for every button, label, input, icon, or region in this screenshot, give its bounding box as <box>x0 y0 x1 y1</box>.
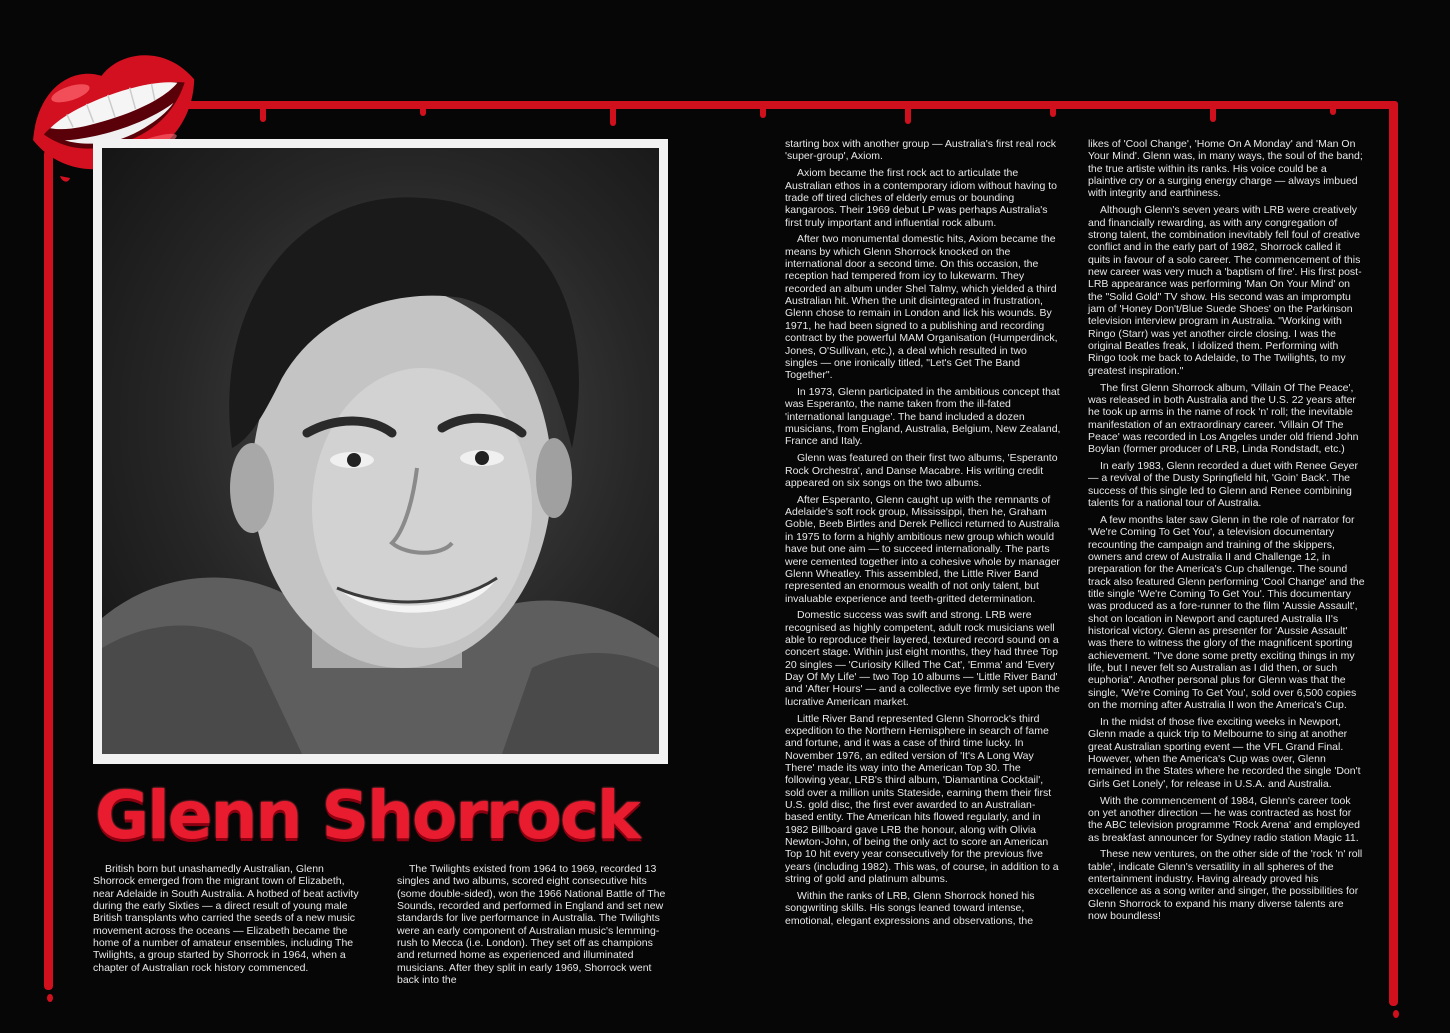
article-column-3 <box>785 138 1062 931</box>
red-frame-right <box>1389 101 1398 1006</box>
paragraph: British born but unashamedly Australian, Glenn Shorrock emerged from the migrant town of Elizabeth, near Adelaide in South Australia. A hotbed of beat activity during the early Sixties — a direct result of young male British transplants who carried the seeds of a new music movement across the oceans — Elizabeth became the home of a number of amateur ensembles, including The Twilights, a group started by Shorrock in 1964, when a chapter of Australian rock history commenced. <box>93 863 359 974</box>
paragraph: After two monumental domestic hits, Axiom became the means by which Glenn Shorrock knocked on the international door a second time. On this occasion, the reception had tempered from icy to lukewarm. They recorded an album under Shel Talmy, which yielded a third Australian hit. When the unit disintegrated in frustration, Glenn chose to remain in London and lick his wounds. By 1971, he had been signed to a publishing and recording contract by the powerful MAM Organisation (Humperdinck, Jones, O'Sullivan, etc.), a deal which resulted in two singles — one ironically titled, "Let's Get The Band Together". <box>785 233 1058 382</box>
red-drip <box>610 104 616 126</box>
paragraph: In the midst of those five exciting weeks in Newport, Glenn made a quick trip to Melbourne to sing at another great Australian sporting event — the VFL Grand Final. However, when the America's Cup was over, Glenn remained in the States where he recorded the single 'Don't Girls Get Lonely', for release in U.S.A. and Australia. <box>1088 715 1361 790</box>
paragraph: The Twilights existed from 1964 to 1969, recorded 13 singles and two albums, scored eight consecutive hits (some double-sided), won the 1966 National Battle of The Sounds, recorded and performed in England and set new standards for live performance in Australia. The Twilights were an early component of Australian music's lemming-rush to Mecca (i.e. London). They set off as champions and returned home as experienced and illuminated musicians. After they split in early 1969, Shorrock went back into the <box>397 863 666 987</box>
paragraph: starting box with another group — Australia's first real rock 'super-group', Axiom. <box>785 138 1057 163</box>
paragraph: A few months later saw Glenn in the role of narrator for 'We're Coming To Get You', a television documentary recounting the campaign and training of the skippers, owners and crew of Australia II and Challenge 12, in preparation for the America's Cup challenge. The sound track also featured Glenn performing 'Cool Change' and the title single 'We're Coming To Get You'. This documentary was produced as a fore-runner to the film 'Aussie Assault', shot on location in Newport and captured Australia II's historical victory. Glenn as presenter for 'Aussie Assault' was there to witness the glory of the magnificent sporting achievement. "I've done some pretty exciting things in my life, but I never felt so Australian as I did then, or such euphoria". Another personal plus for Glenn was that the single, 'We're Coming To Get You', sold over 6,500 copies on the morning after Australia II won the America's Cup. <box>1088 513 1365 712</box>
red-drip <box>905 104 911 124</box>
paragraph: Little River Band represented Glenn Shorrock's third expedition to the Northern Hemisphere in search of fame and fortune, and it was a case of third time lucky. In November 1976, an edited version of 'It's A Long Way There' made its way into the American Top 30. The following year, LRB's third album, 'Diamantina Cocktail', sold over a million units Stateside, earning them their first U.S. gold disc, the first ever awarded to an Australian-based entity. The American hits flowed regularly, and in 1982 Billboard gave LRB the honour, along with Olivia Newton-John, of being the only act to score an American Top 10 hit every year consecutively for the previous five years (including 1982). This was, of course, in addition to a string of gold and platinum albums. <box>785 712 1059 886</box>
red-drip <box>1050 104 1056 117</box>
paragraph: Domestic success was swift and strong. LRB were recognised as highly competent, adult rock musicians well able to reproduce their layered, textured record sound on a concert stage. Within just eight months, they had three Top 20 singles — 'Curiosity Killed The Cat', 'Emma' and 'Every Day Of My Life' — two Top 10 albums — 'Little River Band' and 'After Hours' — and a collective eye firmly set upon the lucrative American market. <box>785 609 1060 708</box>
photo-frame <box>93 139 668 764</box>
red-drip <box>1210 104 1216 122</box>
article-column-4 <box>1088 138 1365 927</box>
red-drip <box>47 994 53 1002</box>
portrait-photo <box>102 148 659 754</box>
red-frame-left <box>44 150 53 990</box>
red-drip <box>1393 1010 1399 1018</box>
paragraph: In 1973, Glenn participated in the ambitious concept that was Esperanto, the name taken from the ill-fated 'international language'. The band included a dozen musicians, from England, Australia, Belgium, New Zealand, France and Italy. <box>785 386 1061 448</box>
red-drip <box>760 104 766 118</box>
article-column-1 <box>93 863 368 979</box>
paragraph: With the commencement of 1984, Glenn's career took on yet another direction — he was contracted as host for the ABC television programme 'Rock Arena' and employed as breakfast announcer for Sydney radio station Magic 11. <box>1088 794 1360 844</box>
paragraph: After Esperanto, Glenn caught up with the remnants of Adelaide's soft rock group, Mississippi, then he, Graham Goble, Beeb Birtles and Derek Pellicci returned to Australia in 1975 to form a highly ambitious new group which would have but one aim — to succeed internationally. The parts were cemented together into a cohesive whole by manager Glenn Wheatley. This assembled, the Little River Band represented an enormous wealth of not only talent, but invaluable experience and teeth-gritted determination. <box>785 493 1060 605</box>
paragraph: The first Glenn Shorrock album, 'Villain Of The Peace', was released in both Australia and the U.S. 22 years after he took up arms in the name of rock 'n' roll; the inevitable manifestation of an extraordinary career. 'Villain Of The Peace' was recorded in Los Angeles under old friend John Boylan (former producer of LRB, Linda Rondstadt, etc.) <box>1088 381 1359 456</box>
paragraph: Glenn was featured on their first two albums, 'Esperanto Rock Orchestra', and Danse Macabre. His writing credit appeared on six songs on the two albums. <box>785 452 1058 489</box>
red-drip <box>420 104 426 116</box>
paragraph: likes of 'Cool Change', 'Home On A Monday' and 'Man On Your Mind'. Glenn was, in many ways, the soul of the band; the true artiste within its ranks. His voice could be a plaintive cry or a surging energy charge — always imbued with integrity and earthiness. <box>1088 138 1363 200</box>
paragraph: Within the ranks of LRB, Glenn Shorrock honed his songwriting skills. His songs leaned toward intense, emotional, elegant expressions and observations, the <box>785 889 1035 927</box>
page-title: Glenn Shorrock <box>95 777 639 854</box>
paragraph: Axiom became the first rock act to articulate the Australian ethos in a contemporary idiom without having to trade off tired cliches of elderly emus or bounding kangaroos. Their 1969 debut LP was perhaps Australia's first truly important and influential rock album. <box>785 167 1057 229</box>
paragraph: Although Glenn's seven years with LRB were creatively and financially rewarding, as with any congregation of strong talent, the combination inevitably fell foul of creative conflict and in the early part of 1982, Shorrock called it quits in favour of a solo career. The commencement of this new career was very much a 'baptism of fire'. His first post-LRB appearance was performing 'Man On Your Mind' on the "Solid Gold" TV show. His second was an impromptu jam of 'Honey Don't/Blue Suede Shoes' on the Parkinson television interview program in Australia. "Working with Ringo (Starr) was yet another circle closing. I was the original Beatles freak, I idolized them. Performing with Ringo took me back to Adelaide, to The Twilights, to my greatest inspiration." <box>1088 204 1362 377</box>
article-column-2 <box>397 863 673 991</box>
red-drip <box>1330 104 1336 115</box>
red-drip <box>260 104 266 122</box>
paragraph: In early 1983, Glenn recorded a duet with Renee Geyer — a revival of the Dusty Springfield hit, 'Goin' Back'. The success of this single led to Glenn and Renee combining talents for a national tour of Australia. <box>1088 460 1358 510</box>
paragraph: These new ventures, on the other side of the 'rock 'n' roll table', indicate Glenn's versatility in all spheres of the entertainment industry. Having already proved his excellence as a song writer and singer, the possibilities for Glenn Shorrock to expand his many diverse talents are now boundless! <box>1088 848 1363 923</box>
